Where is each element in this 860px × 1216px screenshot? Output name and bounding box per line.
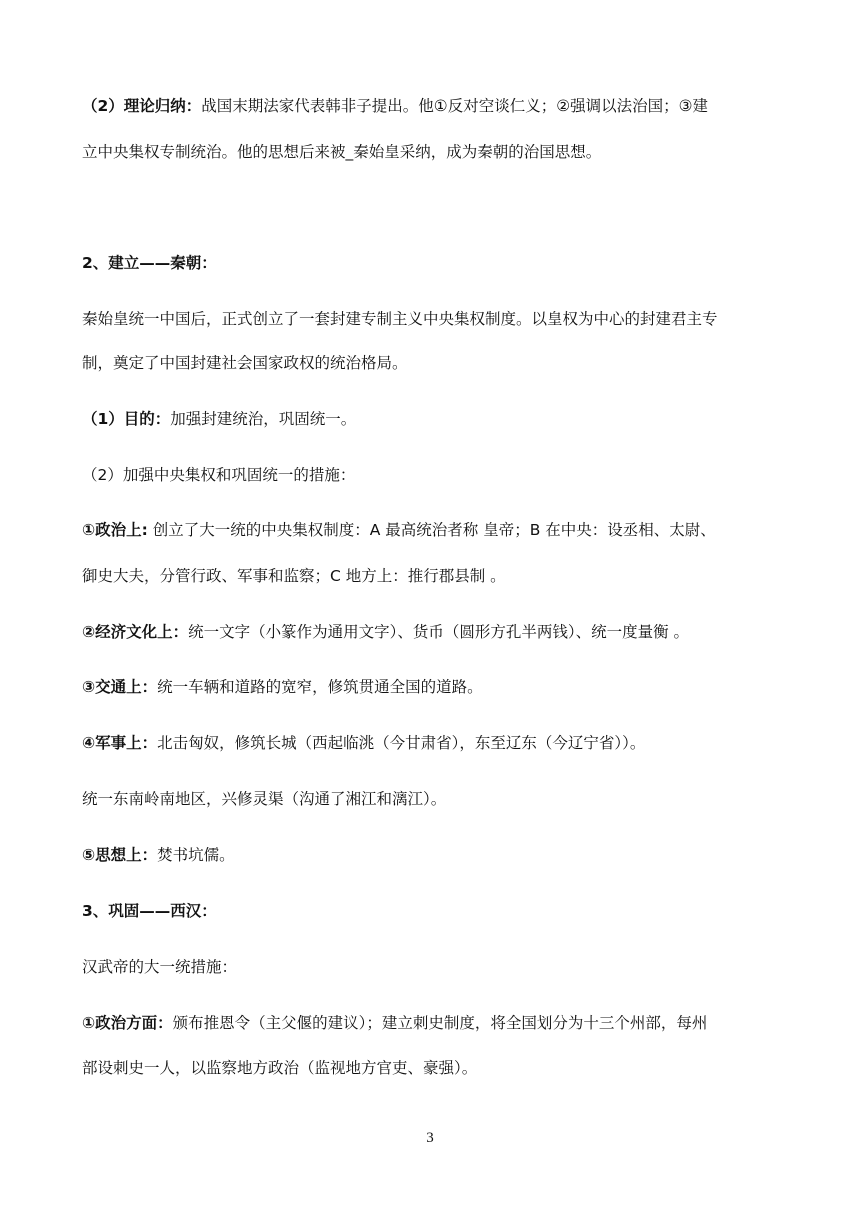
paragraph-theory-summary bbox=[82, 96, 782, 116]
paragraph-economy-culture bbox=[82, 622, 782, 642]
han-political-text: 颁布推恩令（主父偃的建议）；建立刺史制度，将全国划分为十三个州部，每州 bbox=[172, 1014, 708, 1032]
theory-summary-label: （2）理论归纳： bbox=[82, 97, 202, 115]
purpose-label: （1）目的： bbox=[82, 410, 171, 428]
ideology-label: ⑤思想上： bbox=[82, 846, 158, 864]
ideology-text: 焚书坑儒。 bbox=[157, 846, 235, 864]
paragraph-qin-intro-cont: 制，奠定了中国封建社会国家政权的统治格局。 bbox=[82, 354, 408, 372]
heading-western-han bbox=[82, 901, 782, 921]
transport-label: ③交通上： bbox=[82, 678, 158, 696]
paragraph-ideology bbox=[82, 845, 782, 865]
paragraph-transport bbox=[82, 677, 782, 697]
paragraph-qin-intro: 秦始皇统一中国后，正式创立了一套封建专制主义中央集权制度。以皇权为中心的封建君主专 bbox=[82, 310, 718, 328]
military-text: 北击匈奴，修筑长城（西起临洮（今甘肃省），东至辽东（今辽宁省））。 bbox=[157, 734, 646, 752]
paragraph-measures-heading: （2）加强中央集权和巩固统一的措施： bbox=[82, 466, 356, 484]
heading-qin-dynasty bbox=[82, 253, 782, 273]
transport-text: 统一车辆和道路的宽窄，修筑贯通全国的道路。 bbox=[157, 678, 483, 696]
han-political-label: ①政治方面： bbox=[82, 1014, 173, 1032]
paragraph-han-political bbox=[82, 1013, 782, 1033]
heading-han-text: 3、巩固——西汉： bbox=[82, 902, 217, 920]
paragraph-lingnan: 统一东南岭南地区，兴修灵渠（沟通了湘江和漓江）。 bbox=[82, 790, 447, 808]
paragraph-purpose bbox=[82, 409, 782, 429]
political-label: ①政治上: bbox=[82, 521, 148, 539]
economy-culture-label: ②经济文化上： bbox=[82, 623, 189, 641]
paragraph-emperor-wu: 汉武帝的大一统措施： bbox=[82, 958, 238, 976]
economy-culture-text: 统一文字（小篆作为通用文字）、货币（圆形方孔半两钱）、统一度量衡 。 bbox=[188, 623, 690, 641]
page-number: 3 bbox=[426, 1130, 434, 1146]
paragraph-political bbox=[82, 520, 782, 540]
paragraph-han-political-cont: 部设刺史一人，以监察地方政治（监视地方官吏、豪强）。 bbox=[82, 1059, 478, 1077]
military-label: ④军事上： bbox=[82, 734, 158, 752]
paragraph-military bbox=[82, 733, 782, 753]
paragraph-political-cont: 御史大夫，分管行政、军事和监察；C 地方上：推行郡县制 。 bbox=[82, 567, 506, 585]
heading-qin-text: 2、建立——秦朝： bbox=[82, 254, 217, 272]
political-text: 创立了大一统的中央集权制度：A 最高统治者称 皇帝；B 在中央：设丞相、太尉、 bbox=[147, 521, 716, 539]
purpose-text: 加强封建统治，巩固统一。 bbox=[170, 410, 357, 428]
paragraph-theory-summary-cont: 立中央集权专制统治。他的思想后来被_秦始皇采纳，成为秦朝的治国思想。 bbox=[82, 143, 602, 161]
theory-summary-text: 战国末期法家代表韩非子提出。他①反对空谈仁义；②强调以法治国；③建 bbox=[201, 97, 708, 115]
